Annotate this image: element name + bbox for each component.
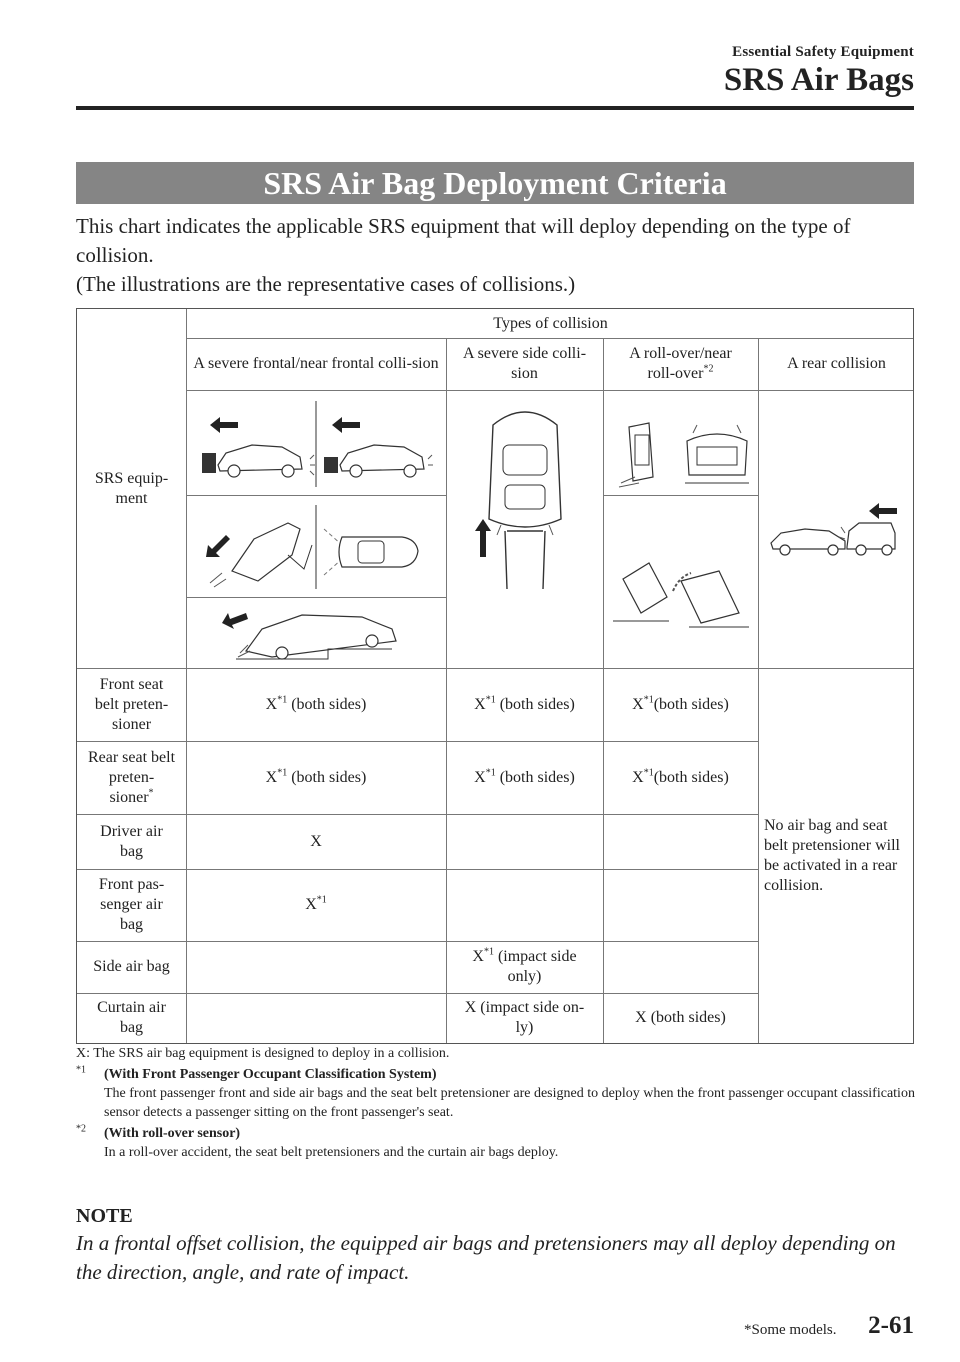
front-belt-side-text: (both sides) <box>495 695 575 713</box>
frontal-collision-illustration <box>192 395 440 491</box>
rear-belt-side-mark: X <box>474 768 486 786</box>
column-side: A severe side colli-sion <box>462 345 587 382</box>
side-collision-illustration <box>453 399 597 589</box>
intro-line-3: (The illustrations are the representative cases of collisions.) <box>76 272 576 296</box>
types-of-collision-header: Types of collision <box>493 314 608 332</box>
front-belt-rollover-mark: X <box>632 695 644 713</box>
srs-equipment-header: SRS equip-ment <box>94 469 169 507</box>
near-rollover-illustration <box>609 501 752 661</box>
front-belt-frontal-ref: *1 <box>277 694 288 706</box>
rollover-footnote-ref: *2 <box>703 363 714 375</box>
column-rollover <box>603 338 758 390</box>
header-rule <box>76 106 914 110</box>
rear-belt-frontal-ref: *1 <box>277 767 288 779</box>
frontal-angled-collision-illustration <box>192 499 440 593</box>
side-bag-side-text: (impact side only) <box>493 948 581 985</box>
side-bag-side-mark: X <box>472 948 484 965</box>
front-belt-frontal <box>186 668 446 741</box>
footnote-1-mark: *1 <box>76 1064 86 1076</box>
rear-belt-label-ref: * <box>148 787 154 799</box>
footnote-2-text: In a roll-over accident, the seat belt pretensioners and the curtain air bags deploy. <box>104 1145 559 1160</box>
passenger-bag-frontal <box>186 869 446 941</box>
rear-belt-rollover-text: (both sides) <box>653 768 729 786</box>
column-frontal: A severe frontal/near frontal colli-sion <box>193 355 439 372</box>
rollover-illustration <box>609 397 752 491</box>
side-bag-side <box>446 941 603 993</box>
intro-line-1: This chart indicates the applicable SRS equipment that will deploy depending on the type of <box>76 214 851 238</box>
rear-collision-illustration <box>765 499 909 569</box>
front-belt-side <box>446 668 603 741</box>
intro-line-2: collision. <box>76 243 154 267</box>
driver-bag-frontal: X <box>310 832 322 850</box>
footnote-1-title: (With Front Passenger Occupant Classification System) <box>104 1067 437 1082</box>
side-bag-side-ref: *1 <box>483 946 494 958</box>
row-label-driver-bag: Driver air bag <box>100 822 163 860</box>
row-label-passenger-bag: Front pas-senger air bag <box>98 876 165 933</box>
front-belt-frontal-mark: X <box>265 695 278 713</box>
intro-text <box>76 212 926 299</box>
row-label-front-belt: Front seat belt preten-sioner <box>94 675 169 733</box>
footnote-x-definition: X: The SRS air bag equipment is designed to deploy in a collision. <box>76 1046 450 1061</box>
page-number: 2-61 <box>868 1312 914 1339</box>
front-belt-rollover-ref: *1 <box>643 694 654 706</box>
column-rollover-label: A roll-over/near roll-over <box>629 345 732 382</box>
passenger-bag-frontal-ref: *1 <box>316 894 327 906</box>
front-belt-side-ref: *1 <box>485 694 496 706</box>
rear-belt-frontal <box>186 741 446 814</box>
row-label-rear-belt <box>77 741 186 814</box>
front-belt-rollover-text: (both sides) <box>653 695 729 713</box>
rear-belt-side <box>446 741 603 814</box>
rear-belt-side-text: (both sides) <box>495 768 575 786</box>
front-belt-side-mark: X <box>474 695 486 713</box>
page-header-title: SRS Air Bags <box>723 62 914 98</box>
footnotes <box>76 1044 926 1162</box>
rear-collision-note: No air bag and seat belt pretensioner will be activated in a rear collision. <box>764 816 900 894</box>
some-models-note: *Some models. <box>744 1322 837 1338</box>
section-banner: SRS Air Bag Deployment Criteria <box>76 162 914 204</box>
rear-belt-rollover <box>603 741 758 814</box>
footnote-2-title-line <box>76 1124 926 1143</box>
passenger-bag-frontal-mark: X <box>305 896 317 913</box>
rear-belt-frontal-text: (both sides) <box>287 768 367 786</box>
rear-belt-rollover-ref: *1 <box>643 767 654 779</box>
footnote-2-title: (With roll-over sensor) <box>104 1126 241 1141</box>
curtain-bag-rollover: X (both sides) <box>635 1009 726 1026</box>
rear-belt-side-ref: *1 <box>485 767 496 779</box>
frontal-underride-illustration <box>192 601 440 665</box>
note-text: In a frontal offset collision, the equipped air bags and pretensioners may all deploy depending on the direction, angle, and rate of impact. <box>76 1231 896 1284</box>
row-label-side-bag: Side air bag <box>93 958 170 975</box>
rear-belt-label-text: Rear seat belt preten-sioner <box>87 748 176 806</box>
column-rear: A rear collision <box>787 355 886 372</box>
footnote-2-mark: *2 <box>76 1123 86 1135</box>
row-label-curtain-bag: Curtain air bag <box>97 999 166 1036</box>
footnote-1-title-line <box>76 1065 926 1084</box>
deployment-criteria-table <box>76 308 914 1044</box>
note-heading: NOTE <box>76 1205 133 1227</box>
rear-belt-frontal-mark: X <box>265 768 278 786</box>
front-belt-rollover <box>603 668 758 741</box>
front-belt-frontal-text: (both sides) <box>287 695 367 713</box>
curtain-bag-side: X (impact side on-ly) <box>464 999 585 1036</box>
section-header: Essential Safety Equipment <box>732 44 914 60</box>
footnote-1-text: The front passenger front and side air bags and the seat belt pretensioner are designed to deploy when the front passenger occupant classification sensor detects a passenger sitting on the front passenger's seat. <box>104 1086 915 1120</box>
rear-belt-rollover-mark: X <box>632 768 644 786</box>
